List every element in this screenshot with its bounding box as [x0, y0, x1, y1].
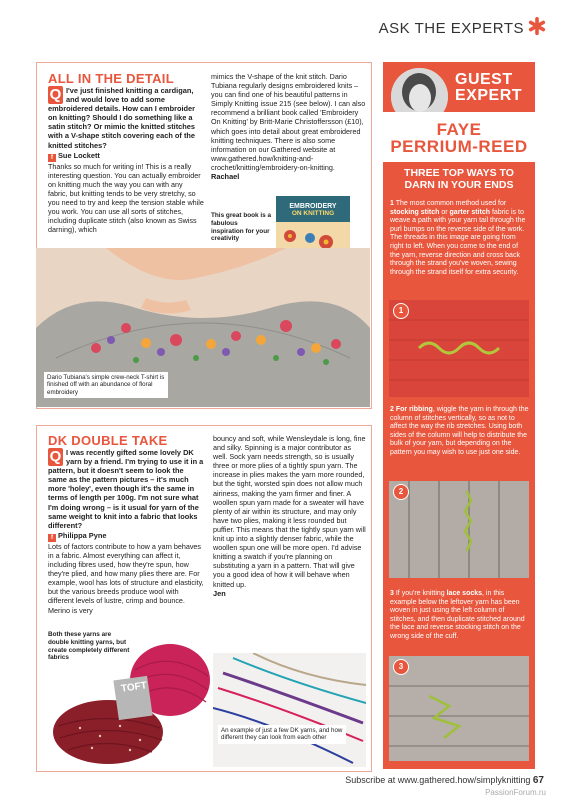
- toft-label: TOFT: [120, 680, 148, 695]
- dk-answer-col2-block: [213, 434, 367, 598]
- dk-question-block: [48, 448, 204, 615]
- book-title-2: ON KNITTING: [291, 210, 335, 217]
- expert-first-name: FAYE: [436, 120, 482, 139]
- tip-3-photo: [389, 656, 529, 761]
- tip-1-text: 1 The most common method used for stocking stitch or garter stitch fabric is to weave a path with your yarn tail through the purl bumps on the reverse side of the work. The threads in this image are going from right to left. When you come to the end of the yarn, reverse direction and cross back through the strand you've woven, sewing through the strand itself for extra security.: [390, 200, 526, 276]
- expert-label: EXPERT: [455, 87, 523, 104]
- detail-title: ALL IN THE DETAIL: [48, 71, 174, 86]
- footer: [345, 775, 544, 786]
- dk-answer-col2: bouncy and soft, while Wensleydale is long, fine and silky. Spinning is a major contributor as well. Sock yarn needs strength, so is usually three or more plies of a tightly spun yarn. The increase in plies makes the yarn more rounded, but the tight, worsted spin does not allow much airiness, making the yarn firmer and finer. A woollen spun yarn made for a sweater will have plenty of air within its structure, and may only have two plies, making it less rounded but puffier. This means that the tightly spun yarn will knit up into a slightly denser fabric, while the woollen spun one will be more open. I'd advise knitting a swatch if you're planning on substituting a yarn in a pattern. That will give you a good idea of how it will behave when knitted up.: [213, 434, 366, 589]
- dk-yarn-lines-photo: [213, 653, 366, 767]
- book-title-1: EMBROIDERY: [289, 203, 337, 210]
- dk-title: DK DOUBLE TAKE: [48, 433, 168, 448]
- photo-badge-3: 3: [393, 659, 409, 675]
- detail-signoff: Rachael: [211, 172, 240, 182]
- asterisk-icon: [528, 17, 546, 35]
- yarn-balls-photo: [40, 640, 210, 768]
- dk-signoff: Jen: [213, 588, 226, 598]
- dk-question: Q I was recently gifted some lovely DK yarn by a friend. I'm trying to use it in a pattern, but it doesn't seem to look the same as the pattern pictures – it's much more 'holey', even though it's the same in terms of length per 100g. I'm not sure what I'm doing wrong – is it usual for yarn of the same weight to knit into a fabric that looks different?: [48, 448, 204, 530]
- page-number: 67: [532, 775, 544, 786]
- facebook-icon: f: [48, 154, 56, 162]
- q-marker: Q: [49, 86, 62, 103]
- expert-last-name: PERRIUM-REED: [390, 137, 528, 156]
- tip-3-text: 3 If you're knitting lace socks, in this example below the leftover yarn has been woven in just using the left column of stitches, and then duplicate stitched around the lace and reverse stocking stitch on the wrong side of the cuff.: [390, 590, 525, 640]
- photo-badge-1: 1: [393, 303, 409, 319]
- facebook-icon: f: [48, 534, 56, 542]
- watermark: PassionForum.ru: [485, 788, 546, 797]
- detail-answer-col2-block: [211, 72, 367, 181]
- tip-2-text: 2 For ribbing, wiggle the yarn in through the column of stitches vertically, so as not to affect the way the rib stretches. Using both sides of the column will help to distribute the bulk of your yarn, but depending on the pattern you may wish to use just one side.: [390, 406, 529, 456]
- tip-1-photo: [389, 300, 529, 397]
- book-caption: This great book is a fabulous inspiration for your creativity: [211, 212, 272, 243]
- detail-asker: f Sue Lockett: [48, 151, 204, 162]
- detail-question: Q I've just finished knitting a cardigan, and would love to add some embroidered details. How can I embroider on knitting? Should I do something like a satin stitch? Or mimic the knitted stitches with a V-shape stitch covering each of the knitted stitches?: [48, 86, 196, 150]
- detail-answer-col1: Thanks so much for writing in! This is a really interesting question. You can actually embroider on knitting much the way you can with any fabric, but knitting tends to be very stretchy, so you need to try and keep the tension stable while you work. You can use all sorts of stitches, including duplicate stitch (also known as Swiss darning), which: [48, 161, 204, 235]
- dk-answer-col1: Lots of factors contribute to how a yarn behaves in a fabric. Almost everything can affect it, including fibres used, how they're spun, how they're plied, and how many plies there are. For example, wool has lots of structure and elasticity, but the various breeds produce wool with different levels of lustre, crimp and bounce. Merino is very: [48, 541, 204, 615]
- q-marker: Q: [49, 448, 62, 465]
- tshirt-caption: Dario Tubiana's simple crew-neck T-shirt is finished off with an abundance of floral embroidery: [44, 372, 168, 398]
- detail-answer-col2: mimics the V-shape of the knit stitch. Dario Tubiana regularly designs embroidered knits – you can find one of his beautiful patterns in Simply Knitting issue 215 (see below). I can also recommend a brilliant book called 'Embroidery On Knitting' by Britt-Marie Christoffersson (£10), which goes into detail about great embroidered knitting techniques. There is also some information on our Gathered website at www.gathered.how/knitting-and-crochet/knitting/embroidery-on-knitting.: [211, 72, 366, 172]
- subscribe-link[interactable]: Subscribe at www.gathered.how/simplyknitting: [345, 775, 531, 785]
- section-title: ASK THE EXPERTS: [378, 20, 524, 37]
- detail-question-block: [48, 86, 204, 234]
- tip-2-photo: [389, 481, 529, 578]
- dk-asker: f Philippa Pyne: [48, 531, 204, 542]
- tips-heading: THREE TOP WAYS TO DARN IN YOUR ENDS: [404, 167, 514, 191]
- yarn-caption: Both these yarns are double knitting yarns, but create completely different fabrics: [48, 631, 130, 662]
- guest-label: GUEST: [455, 71, 513, 88]
- photo-badge-2: 2: [393, 484, 409, 500]
- dk-lines-caption: An example of just a few DK yarns, and how different they can look from each other: [218, 725, 346, 744]
